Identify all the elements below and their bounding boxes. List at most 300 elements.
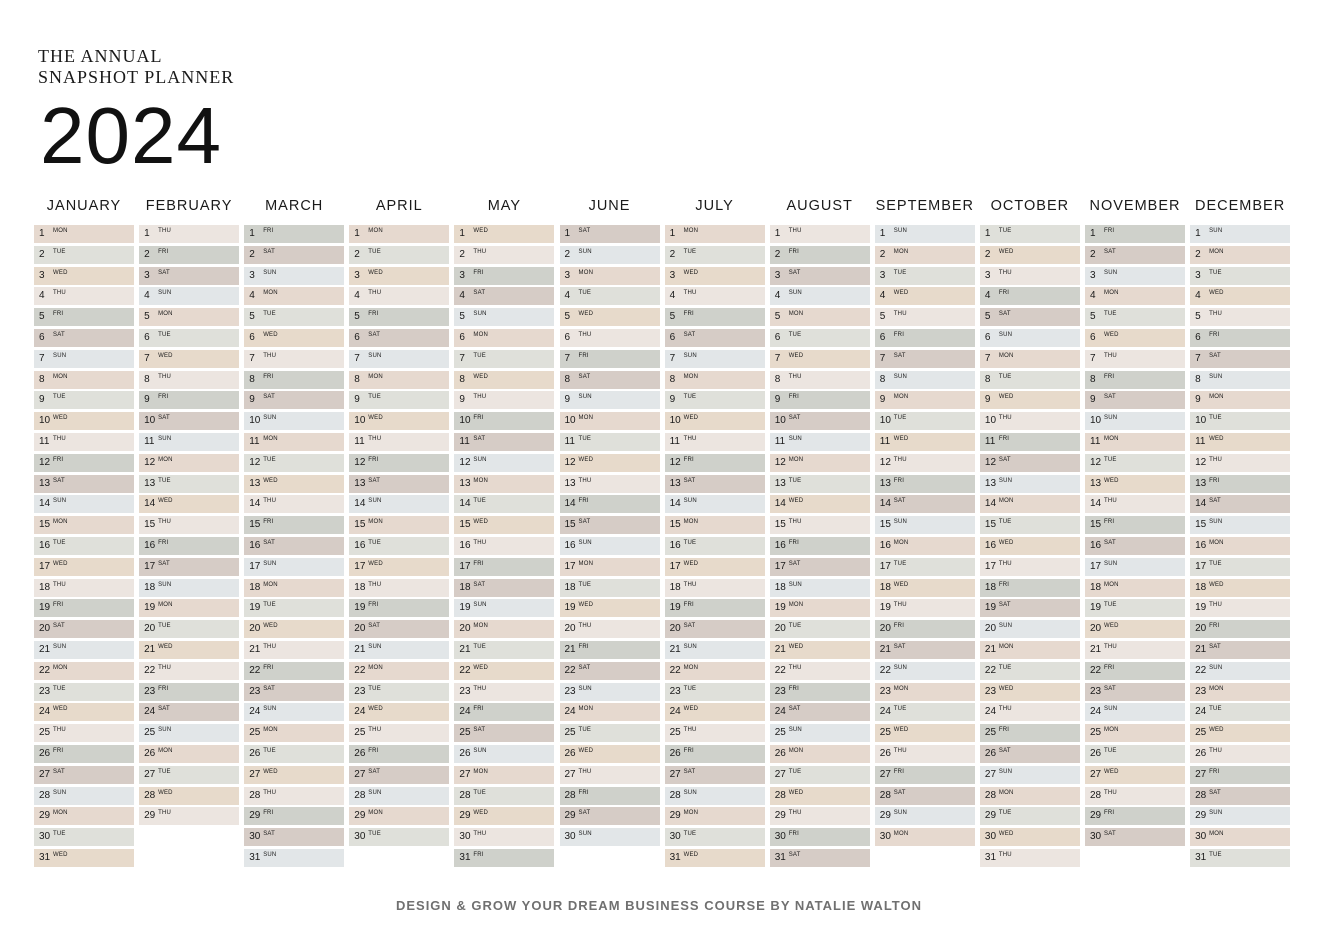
day-number: 14 [984,498,997,510]
day-cell [454,537,554,555]
day-cell [139,579,239,597]
day-number: 13 [879,477,891,489]
weekday-label: SAT [263,540,276,546]
weekday-label: SUN [1104,560,1118,567]
day-cell [139,599,239,617]
weekday-label: SAT [788,415,801,422]
day-number: 30 [984,831,997,843]
day-number: 12 [39,456,51,468]
day-cell [1085,537,1185,555]
day-cell [1085,807,1185,825]
day-number: 10 [669,415,681,427]
weekday-label: THU [158,810,172,817]
day-number: 5 [774,311,781,323]
weekday-label: SUN [683,789,697,796]
weekday-label: TUE [1209,560,1222,567]
weekday-label: SUN [788,581,802,588]
day-cell [1190,849,1290,867]
month-column-september [875,197,975,843]
weekday-label: WED [893,727,909,734]
day-number: 6 [564,332,571,343]
day-number: 15 [984,519,997,531]
day-cell [980,620,1080,638]
day-cell [665,599,765,617]
day-number: 12 [1195,456,1207,468]
day-cell [349,495,449,513]
day-cell [454,724,554,742]
weekday-label: FRI [368,748,379,754]
day-number: 6 [669,332,676,343]
day-cell [980,371,1080,389]
day-number: 28 [669,789,681,801]
day-cell [1085,579,1185,597]
day-number: 8 [1195,373,1201,385]
weekday-label: WED [578,311,594,318]
day-number: 10 [774,415,786,427]
day-cell [1190,225,1290,243]
day-number: 15 [1195,519,1207,531]
day-number: 30 [669,831,681,843]
day-cell [980,828,1080,846]
day-number: 2 [774,248,781,260]
weekday-label: WED [998,394,1014,401]
day-number: 28 [1090,789,1102,801]
weekday-label: FRI [473,706,484,713]
weekday-label: MON [683,664,699,671]
day-cell [1085,662,1185,680]
day-cell [244,703,344,721]
day-number: 10 [144,415,156,427]
weekday-label: TUE [158,332,171,338]
weekday-label: WED [578,748,594,754]
weekday-label: WED [263,477,278,484]
day-number: 11 [144,436,155,447]
day-cell [875,412,975,430]
weekday-label: TUE [1209,269,1222,276]
day-number: 14 [459,498,471,510]
weekday-label: SUN [158,436,172,442]
day-cell [1190,475,1290,493]
day-number: 22 [774,664,786,676]
day-cell [980,807,1080,825]
day-number: 26 [354,748,366,759]
day-cell [34,267,134,285]
day-cell [139,412,239,430]
weekday-label: THU [53,581,66,588]
weekday-label: FRI [1209,332,1220,338]
weekday-label: MON [473,623,488,630]
weekday-label: MON [368,373,383,380]
weekday-label: SUN [473,456,487,463]
day-cell [1085,745,1185,763]
weekday-label: MON [683,519,699,526]
weekday-label: SAT [158,560,170,567]
day-number: 8 [459,373,465,385]
weekday-label: SUN [368,644,382,650]
weekday-label: SAT [368,623,381,630]
weekday-label: WED [53,706,68,713]
day-cell [770,828,870,846]
weekday-label: SAT [893,644,906,650]
day-number: 3 [669,269,676,281]
weekday-label: SAT [368,332,381,338]
weekday-label: SUN [788,727,802,734]
day-cell [1190,828,1290,846]
day-number: 23 [249,685,261,697]
month-name: OCTOBER [990,198,1070,214]
day-cell [875,703,975,721]
day-cell [349,537,449,555]
day-cell [560,579,660,597]
weekday-label: FRI [158,540,169,546]
day-cell [139,787,239,805]
day-number: 8 [1090,373,1096,385]
day-number: 3 [1090,269,1096,281]
weekday-label: THU [788,373,802,380]
weekday-label: WED [893,436,909,442]
weekday-label: FRI [158,394,169,401]
day-cell [34,766,134,784]
day-cell [34,412,134,430]
day-cell [244,516,344,534]
day-number: 13 [1195,477,1207,489]
day-cell [770,350,870,368]
day-cell [454,495,554,513]
day-number: 28 [774,789,786,801]
day-cell [1085,495,1185,513]
day-number: 12 [459,456,471,468]
weekday-label: SAT [158,269,170,276]
day-number: 31 [459,852,471,863]
day-cell [139,267,239,285]
day-cell [560,391,660,409]
day-cell [1085,620,1185,638]
day-number: 11 [564,436,575,447]
day-number: 14 [564,498,576,510]
day-cell [665,537,765,555]
weekday-label: MON [788,602,804,609]
weekday-label: THU [368,290,382,297]
day-cell [349,787,449,805]
weekday-label: WED [893,290,909,297]
day-cell [139,620,239,638]
weekday-label: SAT [998,311,1011,318]
day-number: 28 [39,789,51,801]
day-cell [560,724,660,742]
day-cell [560,745,660,763]
day-number: 4 [984,290,991,302]
day-cell [349,579,449,597]
day-number: 18 [249,581,261,593]
day-cell [34,724,134,742]
day-number: 20 [984,623,997,635]
weekday-label: TUE [473,498,486,505]
weekday-label: TUE [368,394,381,401]
weekday-label: THU [998,852,1012,858]
weekday-label: SAT [788,560,801,567]
day-number: 3 [1195,269,1201,281]
day-number: 25 [354,727,366,739]
day-cell [244,828,344,846]
day-number: 15 [354,519,366,531]
day-number: 7 [354,352,360,364]
day-cell [34,599,134,617]
month-column-december [1190,197,1290,863]
day-number: 13 [459,477,471,489]
day-number: 28 [1195,789,1207,801]
day-number: 21 [564,644,576,655]
day-number: 14 [249,498,261,510]
day-number: 14 [39,498,51,510]
day-number: 15 [669,519,681,531]
day-number: 2 [1195,248,1201,260]
day-number: 26 [1195,748,1207,759]
day-number: 30 [39,831,51,843]
day-number: 23 [144,685,156,697]
weekday-label: TUE [1104,748,1117,754]
weekday-label: MON [263,727,278,734]
weekday-label: TUE [158,477,171,484]
day-cell [454,828,554,846]
weekday-label: MON [1209,394,1224,401]
day-number: 7 [984,352,991,364]
day-cell [980,662,1080,680]
day-cell [980,516,1080,534]
weekday-label: MON [473,477,488,484]
day-number: 24 [1090,706,1102,718]
day-cell [665,495,765,513]
day-cell [875,454,975,472]
weekday-label: TUE [578,290,592,297]
day-cell [349,308,449,326]
weekday-label: MON [473,768,488,775]
day-number: 12 [354,456,366,468]
weekday-label: SUN [158,290,172,297]
day-cell [770,329,870,347]
day-cell [349,371,449,389]
day-cell [665,787,765,805]
day-cell [349,641,449,659]
day-number: 23 [564,685,576,697]
weekday-label: SAT [1104,248,1116,255]
weekday-label: FRI [473,852,484,858]
day-number: 15 [774,519,786,531]
day-number: 21 [459,644,471,655]
day-number: 13 [354,477,366,489]
weekday-label: TUE [263,311,276,318]
day-cell [1085,350,1185,368]
weekday-label: SAT [263,685,276,692]
day-number: 24 [669,706,681,718]
day-cell [875,599,975,617]
day-cell [1085,371,1185,389]
day-cell [34,371,134,389]
weekday-label: THU [893,748,907,754]
day-number: 16 [669,540,681,551]
weekday-label: FRI [158,248,169,255]
day-number: 22 [459,664,471,676]
month-name: DECEMBER [1195,198,1286,214]
day-cell [665,641,765,659]
day-number: 6 [354,332,360,343]
weekday-label: THU [473,685,487,692]
day-cell [770,745,870,763]
day-number: 18 [774,581,786,593]
day-number: 22 [669,664,681,676]
day-number: 4 [39,290,45,302]
weekday-label: THU [473,831,487,838]
day-number: 30 [249,831,261,843]
weekday-label: THU [578,623,592,630]
day-number: 3 [459,269,465,281]
day-cell [875,745,975,763]
day-cell [454,849,554,867]
day-number: 3 [144,269,150,281]
day-number: 12 [564,456,576,468]
day-number: 13 [984,477,997,489]
weekday-label: TUE [683,394,697,401]
planner-header [38,46,235,180]
weekday-label: MON [893,685,909,692]
weekday-label: WED [53,852,68,858]
month-name: MARCH [265,198,324,214]
weekday-label: THU [788,519,802,526]
day-cell [454,662,554,680]
day-number: 31 [39,852,51,863]
day-number: 6 [774,332,781,343]
day-cell [454,475,554,493]
day-number: 26 [1090,748,1102,759]
day-number: 18 [144,581,156,593]
weekday-label: THU [998,415,1012,422]
weekday-label: WED [893,581,909,588]
day-number: 2 [879,248,886,260]
day-cell [349,745,449,763]
weekday-label: MON [578,706,594,713]
weekday-label: SUN [1209,810,1223,817]
day-cell [34,433,134,451]
weekday-label: TUE [893,560,907,567]
weekday-label: SUN [1104,269,1118,276]
day-cell [1085,391,1185,409]
weekday-label: WED [368,269,383,276]
weekday-label: FRI [788,540,799,546]
day-number: 5 [984,311,991,323]
weekday-label: FRI [473,560,484,567]
weekday-label: MON [473,332,488,338]
weekday-label: SUN [263,852,277,858]
day-cell [349,454,449,472]
day-number: 11 [984,436,996,447]
weekday-label: WED [788,352,804,359]
day-number: 30 [459,831,471,843]
day-cell [980,495,1080,513]
day-number: 12 [774,456,786,468]
weekday-label: FRI [1104,519,1115,526]
weekday-label: MON [158,311,173,318]
weekday-label: MON [1209,831,1224,838]
weekday-label: WED [998,831,1014,838]
weekday-label: WED [683,560,699,567]
day-cell [454,287,554,305]
day-number: 7 [39,352,45,364]
planner-year: 2024 [40,91,222,180]
day-cell [244,350,344,368]
day-cell [1190,329,1290,347]
weekday-label: WED [578,602,594,609]
day-number: 29 [144,810,156,822]
weekday-label: TUE [53,685,66,692]
day-number: 12 [669,456,681,468]
weekday-label: SUN [1209,373,1223,380]
day-number: 9 [984,394,991,406]
day-number: 10 [1090,415,1102,427]
day-cell [139,454,239,472]
day-cell [1085,641,1185,659]
day-cell [770,371,870,389]
day-number: 6 [144,332,150,343]
day-number: 30 [354,831,366,843]
day-number: 27 [354,768,366,780]
day-cell [139,329,239,347]
weekday-label: MON [53,373,68,380]
weekday-label: WED [1104,332,1119,338]
day-cell [665,308,765,326]
day-number: 23 [1195,685,1207,697]
day-number: 28 [459,789,471,801]
weekday-label: FRI [578,352,589,359]
day-number: 9 [459,394,465,406]
day-cell [34,246,134,264]
day-cell [1085,683,1185,701]
day-number: 14 [879,498,891,510]
day-cell [875,391,975,409]
weekday-label: WED [158,644,173,650]
day-cell [875,350,975,368]
day-number: 26 [249,748,261,759]
day-cell [139,641,239,659]
day-number: 16 [354,540,366,551]
weekday-label: SAT [263,248,276,255]
day-cell [560,537,660,555]
day-number: 23 [459,685,471,697]
weekday-label: FRI [263,519,274,526]
day-number: 20 [669,623,681,635]
day-cell [980,246,1080,264]
day-number: 18 [459,581,471,593]
day-cell [349,475,449,493]
day-cell [1085,287,1185,305]
day-number: 16 [774,540,786,551]
weekday-label: SAT [998,748,1011,754]
day-number: 19 [564,602,576,614]
weekday-label: THU [683,727,697,734]
day-cell [244,371,344,389]
day-cell [665,807,765,825]
day-number: 29 [354,810,366,822]
weekday-label: MON [1104,290,1119,297]
day-cell [560,662,660,680]
day-number: 7 [1090,352,1096,364]
day-cell [980,683,1080,701]
day-number: 3 [564,269,571,281]
day-cell [770,787,870,805]
day-cell [139,683,239,701]
day-cell [454,766,554,784]
day-cell [665,246,765,264]
day-cell [980,433,1080,451]
day-cell [139,308,239,326]
